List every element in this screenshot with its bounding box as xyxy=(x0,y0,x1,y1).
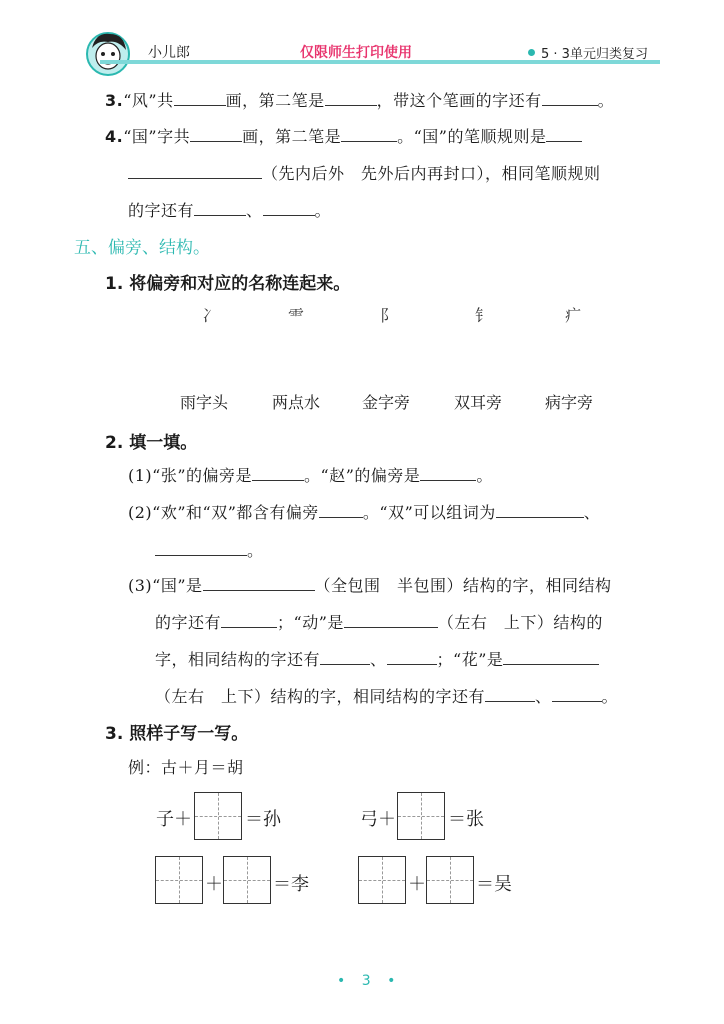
radical-item[interactable]: 钅 xyxy=(475,306,492,325)
radical-item[interactable]: 疒 xyxy=(565,306,582,325)
writing-box[interactable] xyxy=(223,856,271,904)
question-4-line-2: （先内后外 先外后内再封口），相同笔顺规则 xyxy=(128,161,601,184)
fill-item-1: (1)“张”的偏旁是 。“赵”的偏旁是 。 xyxy=(128,466,493,485)
fill-item-2-line-2: 。 xyxy=(155,538,264,561)
equation-left: 弓＋ xyxy=(360,809,396,830)
page-number: • 3 • xyxy=(337,973,402,989)
question-title: 3. 照样子写一写。 xyxy=(105,724,249,744)
answer-blank[interactable] xyxy=(263,199,315,216)
answer-blank[interactable] xyxy=(552,685,602,702)
radical-name[interactable]: 两点水 xyxy=(272,393,321,412)
answer-blank[interactable] xyxy=(221,611,277,628)
plus-sign: ＋ xyxy=(205,874,223,895)
answer-blank[interactable] xyxy=(496,501,584,518)
equation-left: 子＋ xyxy=(156,809,192,830)
equation-right: ＝张 xyxy=(448,809,484,830)
fill-item-3-line-2: 的字还有 ；“动”是 （左右 上下）结构的 xyxy=(155,613,603,632)
fill-item-3-line-4: （左右 上下）结构的字，相同结构的字还有 、 。 xyxy=(155,687,619,706)
writing-box[interactable] xyxy=(397,792,445,840)
answer-blank[interactable] xyxy=(190,125,242,142)
answer-blank[interactable] xyxy=(542,89,598,106)
writing-box[interactable] xyxy=(194,792,242,840)
section-title: 五、偏旁、结构。 xyxy=(74,238,210,258)
brand-text: 小儿郎 xyxy=(148,45,190,61)
answer-blank[interactable] xyxy=(203,574,315,591)
mascot-logo xyxy=(84,28,132,78)
writing-box[interactable] xyxy=(155,856,203,904)
plus-sign: ＋ xyxy=(408,874,426,895)
equation-right: ＝吴 xyxy=(476,874,512,895)
writing-box[interactable] xyxy=(426,856,474,904)
fill-item-3: (3)“国”是 （全包围 半包围）结构的字，相同结构 xyxy=(128,576,612,595)
radical-item[interactable]: 阝 xyxy=(380,306,397,325)
fill-item-2: (2)“欢”和“双”都含有偏旁 。“双”可以组词为 、 xyxy=(128,503,601,522)
writing-box[interactable] xyxy=(358,856,406,904)
answer-blank[interactable] xyxy=(194,199,246,216)
radical-item[interactable]: ⻗ xyxy=(288,306,305,325)
question-title: 2. 填一填。 xyxy=(105,433,198,453)
radical-item[interactable]: 冫 xyxy=(202,306,219,325)
answer-blank[interactable] xyxy=(319,501,363,518)
answer-blank[interactable] xyxy=(341,125,397,142)
radical-name[interactable]: 雨字头 xyxy=(180,393,229,412)
question-title: 1. 将偏旁和对应的名称连起来。 xyxy=(105,274,351,294)
question-4: 4.“国”字共 画，第二笔是 。“国”的笔顺规则是 xyxy=(105,124,582,147)
radical-name[interactable]: 双耳旁 xyxy=(454,393,503,412)
answer-blank[interactable] xyxy=(344,611,438,628)
answer-blank[interactable] xyxy=(320,648,370,665)
fill-item-3-line-3: 字，相同结构的字还有 、 ；“花”是 xyxy=(155,647,599,670)
answer-blank[interactable] xyxy=(420,464,476,481)
answer-blank[interactable] xyxy=(546,125,582,142)
print-notice: 仅限师生打印使用 xyxy=(300,45,412,61)
question-4-line-3: 的字还有 、 。 xyxy=(128,201,332,220)
answer-blank[interactable] xyxy=(155,539,247,556)
radical-name[interactable]: 金字旁 xyxy=(362,393,411,412)
equation-right: ＝孙 xyxy=(245,809,281,830)
question-3: 3.“风”共 画，第二笔是 ，带这个笔画的字还有 。 xyxy=(105,91,615,110)
example-text: 例：古＋月＝胡 xyxy=(128,758,244,777)
answer-blank[interactable] xyxy=(503,648,599,665)
answer-blank[interactable] xyxy=(485,685,535,702)
answer-blank[interactable] xyxy=(252,464,304,481)
radical-name[interactable]: 病字旁 xyxy=(545,393,594,412)
answer-blank[interactable] xyxy=(174,89,226,106)
answer-blank[interactable] xyxy=(387,648,437,665)
equation-right: ＝李 xyxy=(273,874,309,895)
unit-title: 5 · 3单元归类复习 xyxy=(541,47,648,62)
answer-blank[interactable] xyxy=(325,89,377,106)
answer-blank[interactable] xyxy=(128,162,262,179)
bullet-icon xyxy=(528,49,535,56)
